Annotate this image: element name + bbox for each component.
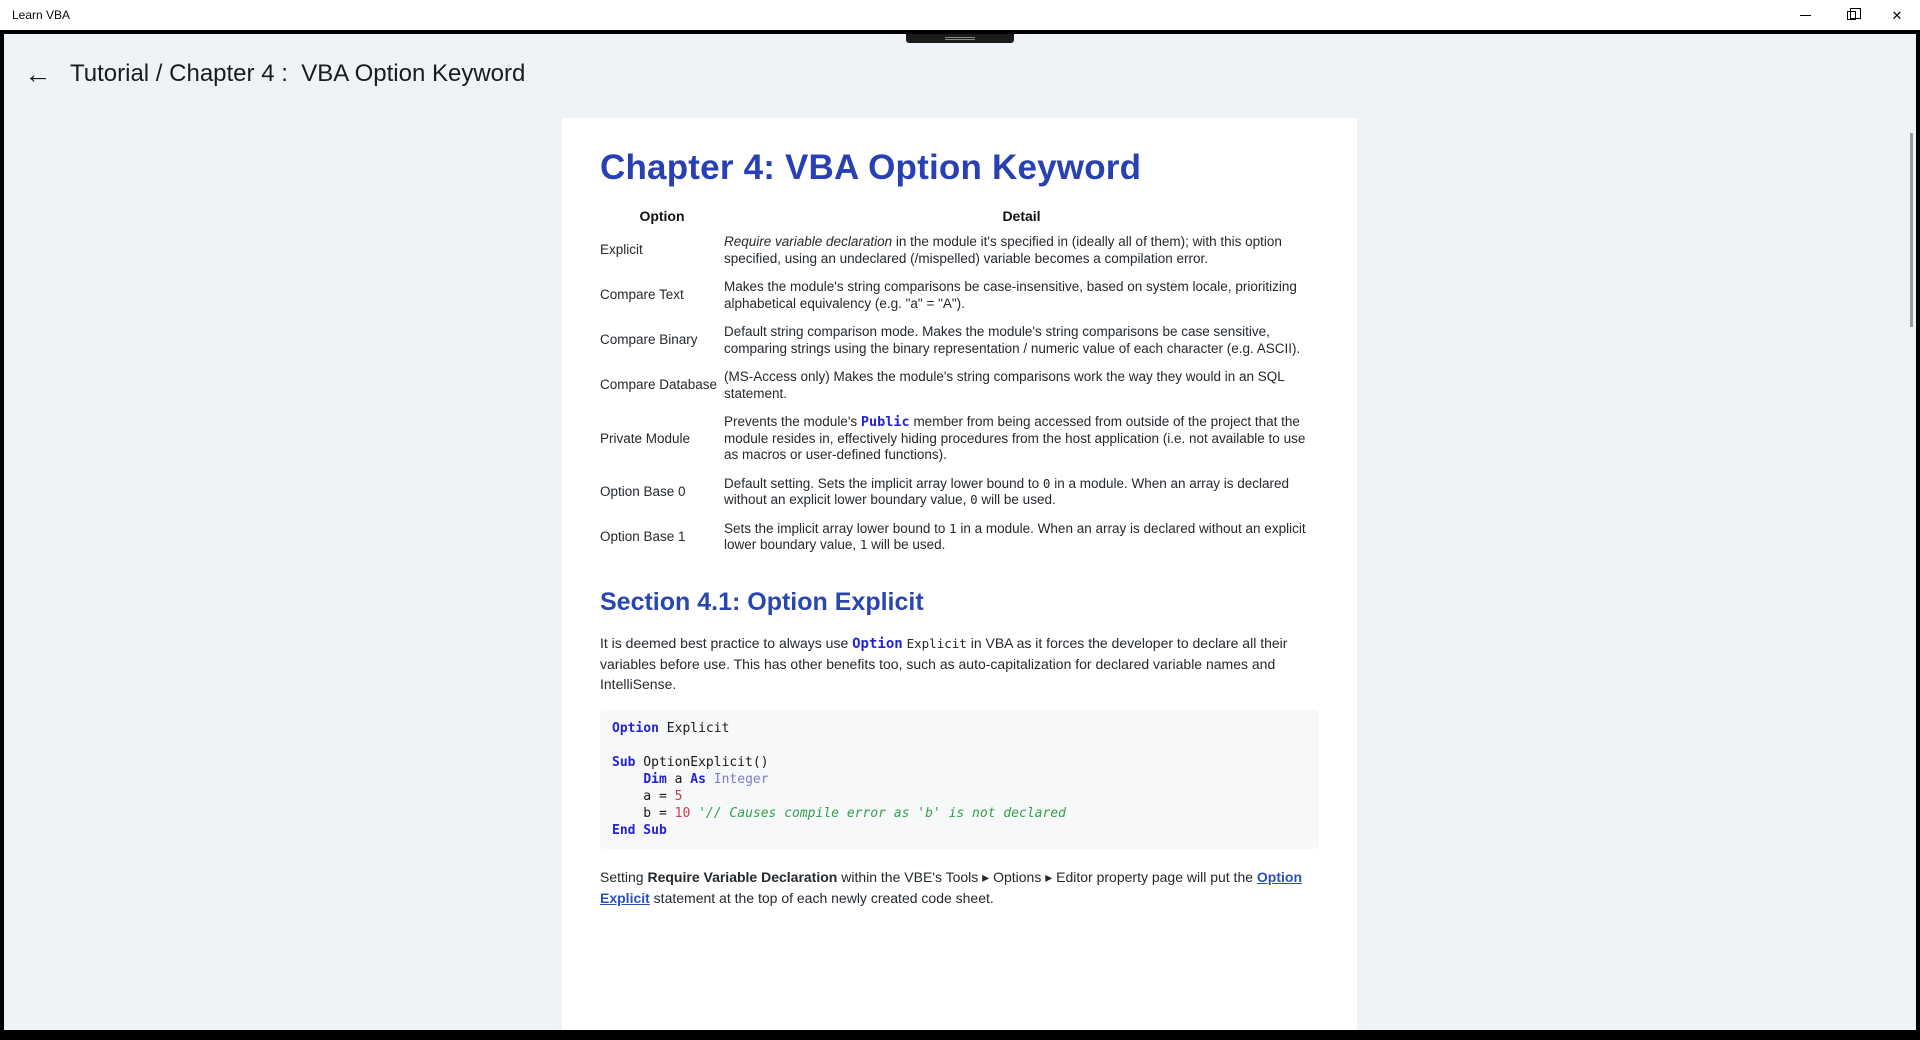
back-arrow-icon: ← [24, 58, 52, 89]
detail-cell [724, 408, 1319, 470]
text-segment: within the VBE's Tools ▸ Options ▸ Editor property page will put the [837, 868, 1257, 885]
chapter-title: Chapter 4: VBA Option Keyword [600, 148, 1142, 187]
text-segment: Prevents the module's [724, 414, 861, 429]
text-segment: a [666, 771, 691, 787]
text-segment: Makes the module's string comparisons be case-insensitive, based on system locale, prioritizing alphabetical equivalency (e.g. "a" = "A"). [724, 279, 1297, 311]
breadcrumb: Tutorial / Chapter 4 : VBA Option Keyword [70, 60, 526, 87]
text-segment: Default setting. Sets the implicit array lower bound to [724, 475, 1043, 491]
code-line [612, 754, 1307, 771]
code-line [612, 737, 1307, 754]
text-segment: Require Variable Declaration [647, 868, 838, 885]
text-segment: Option [852, 635, 903, 652]
text-segment: Default string comparison mode. Makes the module's string comparisons be case sensitive, comparing strings using the binary representation / numeric value of each character (e.g. ASCII). [724, 324, 1301, 356]
text-segment [706, 772, 714, 787]
option-cell: Option Base 0 [600, 483, 686, 499]
detail-cell [724, 318, 1319, 363]
text-segment: '// Causes compile error as 'b' is not declared [698, 805, 1066, 821]
intro-paragraph [600, 633, 1319, 694]
back-button[interactable] [18, 54, 58, 94]
option-cell: Private Module [600, 430, 691, 446]
table-row [600, 318, 1319, 363]
options-table [600, 208, 1319, 560]
text-segment: 0 [1042, 475, 1051, 491]
text-segment: Integer [713, 771, 769, 787]
text-segment: Explicit [906, 635, 967, 651]
option-cell: Option Base 1 [600, 528, 686, 544]
text-segment: 0 [970, 492, 978, 507]
table-header-detail: Detail [1002, 208, 1041, 224]
minimize-button[interactable] [1782, 0, 1828, 30]
table-header-option: Option [639, 208, 685, 224]
section-title: Section 4.1: Option Explicit [600, 587, 924, 616]
text-segment: statement at the top of each newly created code sheet. [649, 889, 994, 906]
detail-cell [724, 363, 1319, 408]
app-title: Learn VBA [12, 8, 71, 22]
minimize-icon [1800, 15, 1811, 16]
code-line [612, 805, 1307, 822]
text-segment: 1 [859, 537, 868, 552]
titlebar [0, 0, 1920, 30]
text-segment: (MS-Access only) Makes the module's string comparisons work the way they would in an SQL statement. [724, 369, 1285, 401]
text-segment: member from being accessed from outside of the project that the module resides in, effectively hiding procedures from the host application (i.e. not available to use as macros or user-defined functions). [724, 414, 1306, 462]
code-block [600, 710, 1319, 849]
text-segment: It is deemed best practice to always use [600, 634, 853, 651]
text-segment: Sub [612, 754, 636, 770]
code-line [612, 822, 1307, 839]
detail-cell [724, 515, 1319, 560]
code-line [612, 788, 1307, 805]
text-segment: in the module it's specified in (ideally all of them); with this option specified, using an undeclared (/mispelled) variable becomes a compilation error. [724, 234, 1282, 266]
table-row [600, 363, 1319, 408]
table-row [600, 228, 1319, 273]
restore-icon [1847, 11, 1856, 20]
close-icon: ✕ [1891, 7, 1903, 23]
option-explicit-link[interactable]: Option Explicit [600, 868, 1303, 906]
option-cell: Compare Binary [600, 332, 698, 348]
text-segment [612, 772, 643, 787]
restore-button[interactable] [1828, 0, 1874, 30]
text-segment: will be used. [867, 537, 946, 552]
text-segment: Sets the implicit array lower bound to [724, 520, 950, 536]
footer-paragraph [600, 867, 1319, 909]
text-segment: in a module. When an array is declared without an explicit lower boundary value, [724, 475, 1290, 507]
close-button[interactable] [1874, 0, 1920, 30]
option-cell: Compare Database [600, 377, 718, 393]
text-segment: b = [612, 805, 675, 821]
text-segment: will be used. [977, 492, 1056, 507]
text-segment: 5 [674, 788, 683, 804]
text-segment: 10 [674, 805, 691, 821]
content-card [562, 118, 1357, 1030]
table-row [600, 515, 1319, 560]
table-row [600, 408, 1319, 470]
option-cell: Explicit [600, 242, 643, 258]
page-header [4, 34, 1916, 114]
text-segment: As [690, 771, 706, 787]
text-segment: Dim [643, 771, 667, 787]
text-segment: Public [860, 414, 910, 430]
code-line [612, 720, 1307, 737]
text-segment: a = [612, 788, 675, 804]
text-segment: Setting [600, 868, 648, 885]
text-segment: End Sub [612, 822, 667, 838]
table-row [600, 470, 1319, 515]
app-surface [4, 34, 1916, 1030]
detail-cell [724, 228, 1319, 273]
text-segment: Explicit [658, 720, 730, 736]
option-cell: Compare Text [600, 287, 684, 303]
text-segment [690, 806, 698, 821]
detail-cell [724, 470, 1319, 515]
table-row [600, 273, 1319, 318]
scrollbar-thumb[interactable] [1910, 133, 1913, 327]
text-segment: OptionExplicit() [635, 754, 769, 770]
text-segment: in VBA as it forces the developer to declare all their variables before use. This has other benefits too, such as auto-capitalization for declared variable names and IntelliSense. [600, 634, 1288, 692]
window-controls [1782, 0, 1920, 30]
detail-cell [724, 273, 1319, 318]
code-line [612, 771, 1307, 788]
text-segment: 1 [949, 520, 957, 536]
text-segment: in a module. When an array is declared without an explicit lower boundary value, [724, 520, 1306, 552]
text-segment: Require variable declaration [724, 234, 893, 249]
text-segment: Option [612, 720, 659, 736]
